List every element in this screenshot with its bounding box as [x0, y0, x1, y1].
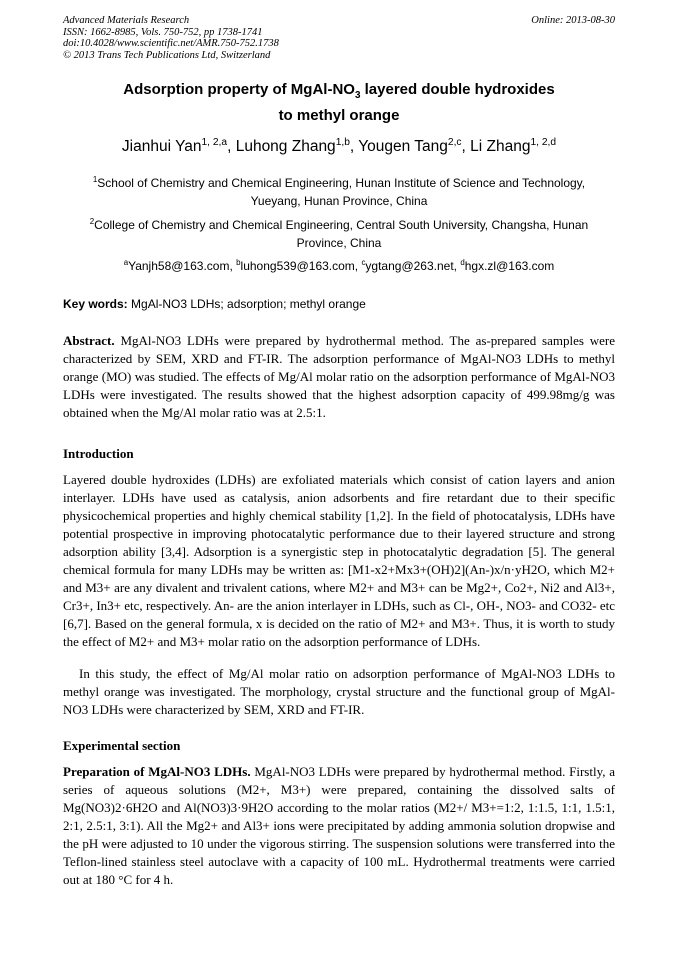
author-name: Jianhui Yan [121, 138, 202, 155]
affil-text: College of Chemistry and Chemical Engineering, Central South University, Changsha, Hunan Province, China [94, 218, 589, 250]
paper-title-line1 [63, 81, 615, 101]
section-heading-experimental: Experimental section [63, 738, 181, 753]
author-name: Yougen Tang [358, 138, 448, 155]
email-sup: c [361, 258, 366, 267]
affil-sup: 1 [92, 175, 98, 184]
online-date: Online: 2013-08-30 [531, 15, 615, 26]
email-sup: a [123, 258, 129, 267]
email-link[interactable]: hgx.zl@163.com [464, 259, 555, 273]
email-link[interactable]: ygtang@263.net [365, 259, 454, 273]
title-part1: Adsorption property of MgAl-NO [123, 81, 355, 98]
abstract [63, 332, 615, 422]
author-affil: 1, 2,a [201, 136, 228, 148]
author-affil: 1,b [335, 136, 350, 148]
abstract-text: MgAl-NO3 LDHs were prepared by hydrothermal method. The as-prepared samples were characterized by SEM, XRD and FT-IR. The adsorption performance of MgAl-NO3 LDHs to methyl orange (MO) was studied. The effects of Mg/Al molar ratio on the adsorption performance of MgAl-NO3 LDHs were investigated. The results showed that the highest adsorption capacity of 499.98mg/g was obtained when the Mg/Al molar ratio was at 2.5:1. [63, 333, 616, 420]
affil-sup: 2 [89, 217, 95, 226]
author-affil: 1, 2,d [530, 136, 557, 148]
email-sup: d [460, 258, 465, 267]
author-list: Jianhui Yan$^{1, 2,a}$, Luhong Zhang$^{1,b}$, Yougen Tang$^{2,c}$, Li Zhang$^{1, 2,d}$ [121, 136, 557, 155]
paper-title-line2: to methyl orange [278, 107, 400, 124]
affiliation-1 [75, 174, 603, 210]
affiliation-2 [75, 216, 603, 252]
keywords [63, 297, 366, 311]
title-sub: 3 [354, 90, 361, 101]
doi: doi:10.4028/www.scientific.net/AMR.750-752.1738 [63, 38, 279, 49]
email-link[interactable]: Yanjh58@163.com [128, 259, 230, 273]
copyright: © 2013 Trans Tech Publications Ltd, Switzerland [63, 49, 271, 61]
journal-name: Advanced Materials Research [63, 15, 190, 26]
email-list: $^a$Yanjh58@163.com, $^b$luhong539@163.com, $^c$ygtang@263.net, $^d$hgx.zl@163.com [123, 258, 555, 273]
email-sup: b [236, 258, 241, 267]
experimental-label: Preparation of MgAl-NO3 LDHs. [63, 764, 251, 779]
journal-meta [63, 15, 279, 61]
intro-paragraph-2: In this study, the effect of Mg/Al molar ratio on adsorption performance of MgAl-NO3 LDHs to methyl orange was investigated. The morphology, crystal structure and the functional group of MgAl-NO3 LDHs were characterized by SEM, XRD and FT-IR. [63, 666, 615, 717]
experimental-paragraph [63, 763, 615, 889]
abstract-label: Abstract. [63, 333, 115, 348]
keywords-text: MgAl-NO3 LDHs; adsorption; methyl orange [131, 297, 366, 311]
keywords-label: Key words: [63, 297, 128, 311]
author-name: Luhong Zhang [235, 138, 336, 155]
affil-text: School of Chemistry and Chemical Engineering, Hunan Institute of Science and Technology, Yueyang, Hunan Province, China [97, 176, 586, 208]
issn: ISSN: 1662-8985, Vols. 750-752, pp 1738-1741 [63, 26, 263, 38]
intro-paragraph-1: Layered double hydroxides (LDHs) are exfoliated materials which consist of cation layers and anion interlayer. LDHs have used as catalysis, anion adsorbents and fire retardant due to their specific physicochemical properties and highly chemical stability [1,2]. In the field of photocatalysis, LDHs have potential prospective in improving photocatalytic performance due to their layered structure and strong adsorption ability [3,4]. Adsorption is a synergistic step in photocatalytic degradation [5]. The general chemical formula for many LDHs may be written as: [M1-x2+Mx3+(OH)2](An-)x/n·yH2O, which M2+ and M3+ are any divalent and trivalent cations, where M2+ and M3+ can be Mg2+, Co2+, Ni2 and Al3+, Cr3+, In3+ etc, respectively. An- are the anion interlayer in LDHs, such as Cl-, OH-, NO3- and CO32- etc [6,7]. Based on the general formula, x is decided on the ratio of M2+ and M3+. Thus, it is worth to study the effect of M2+ and M3+ molar ratio on the adsorption performance of LDHs. [63, 472, 615, 649]
section-heading-introduction: Introduction [63, 446, 134, 461]
title-part2: layered double hydroxides [360, 81, 555, 98]
experimental-text: MgAl-NO3 LDHs were prepared by hydrothermal method. Firstly, a series of aqueous solutions (M2+, M3+) were prepared, containing the dissolved salts of Mg(NO3)2·6H2O and Al(NO3)3·9H2O according to the molar ratios (M2+/ M3+=1:2, 1:1.5, 1:1, 1.5:1, 2:1, 2.5:1, 3:1). All the Mg2+ and Al3+ ions were precipitated by adding ammonia solution dropwise and the pH were adjusted to 10 under the vigorous stirring. The suspension solutions were transferred into the Teflon-lined stainless steel autoclave with a capacity of 100 mL. Hydrothermal treatments were carried out at 180 °C for 4 h. [63, 764, 616, 887]
author-name: Li Zhang [470, 138, 531, 155]
author-affil: 2,c [447, 136, 462, 148]
email-link[interactable]: luhong539@163.com [240, 259, 355, 273]
